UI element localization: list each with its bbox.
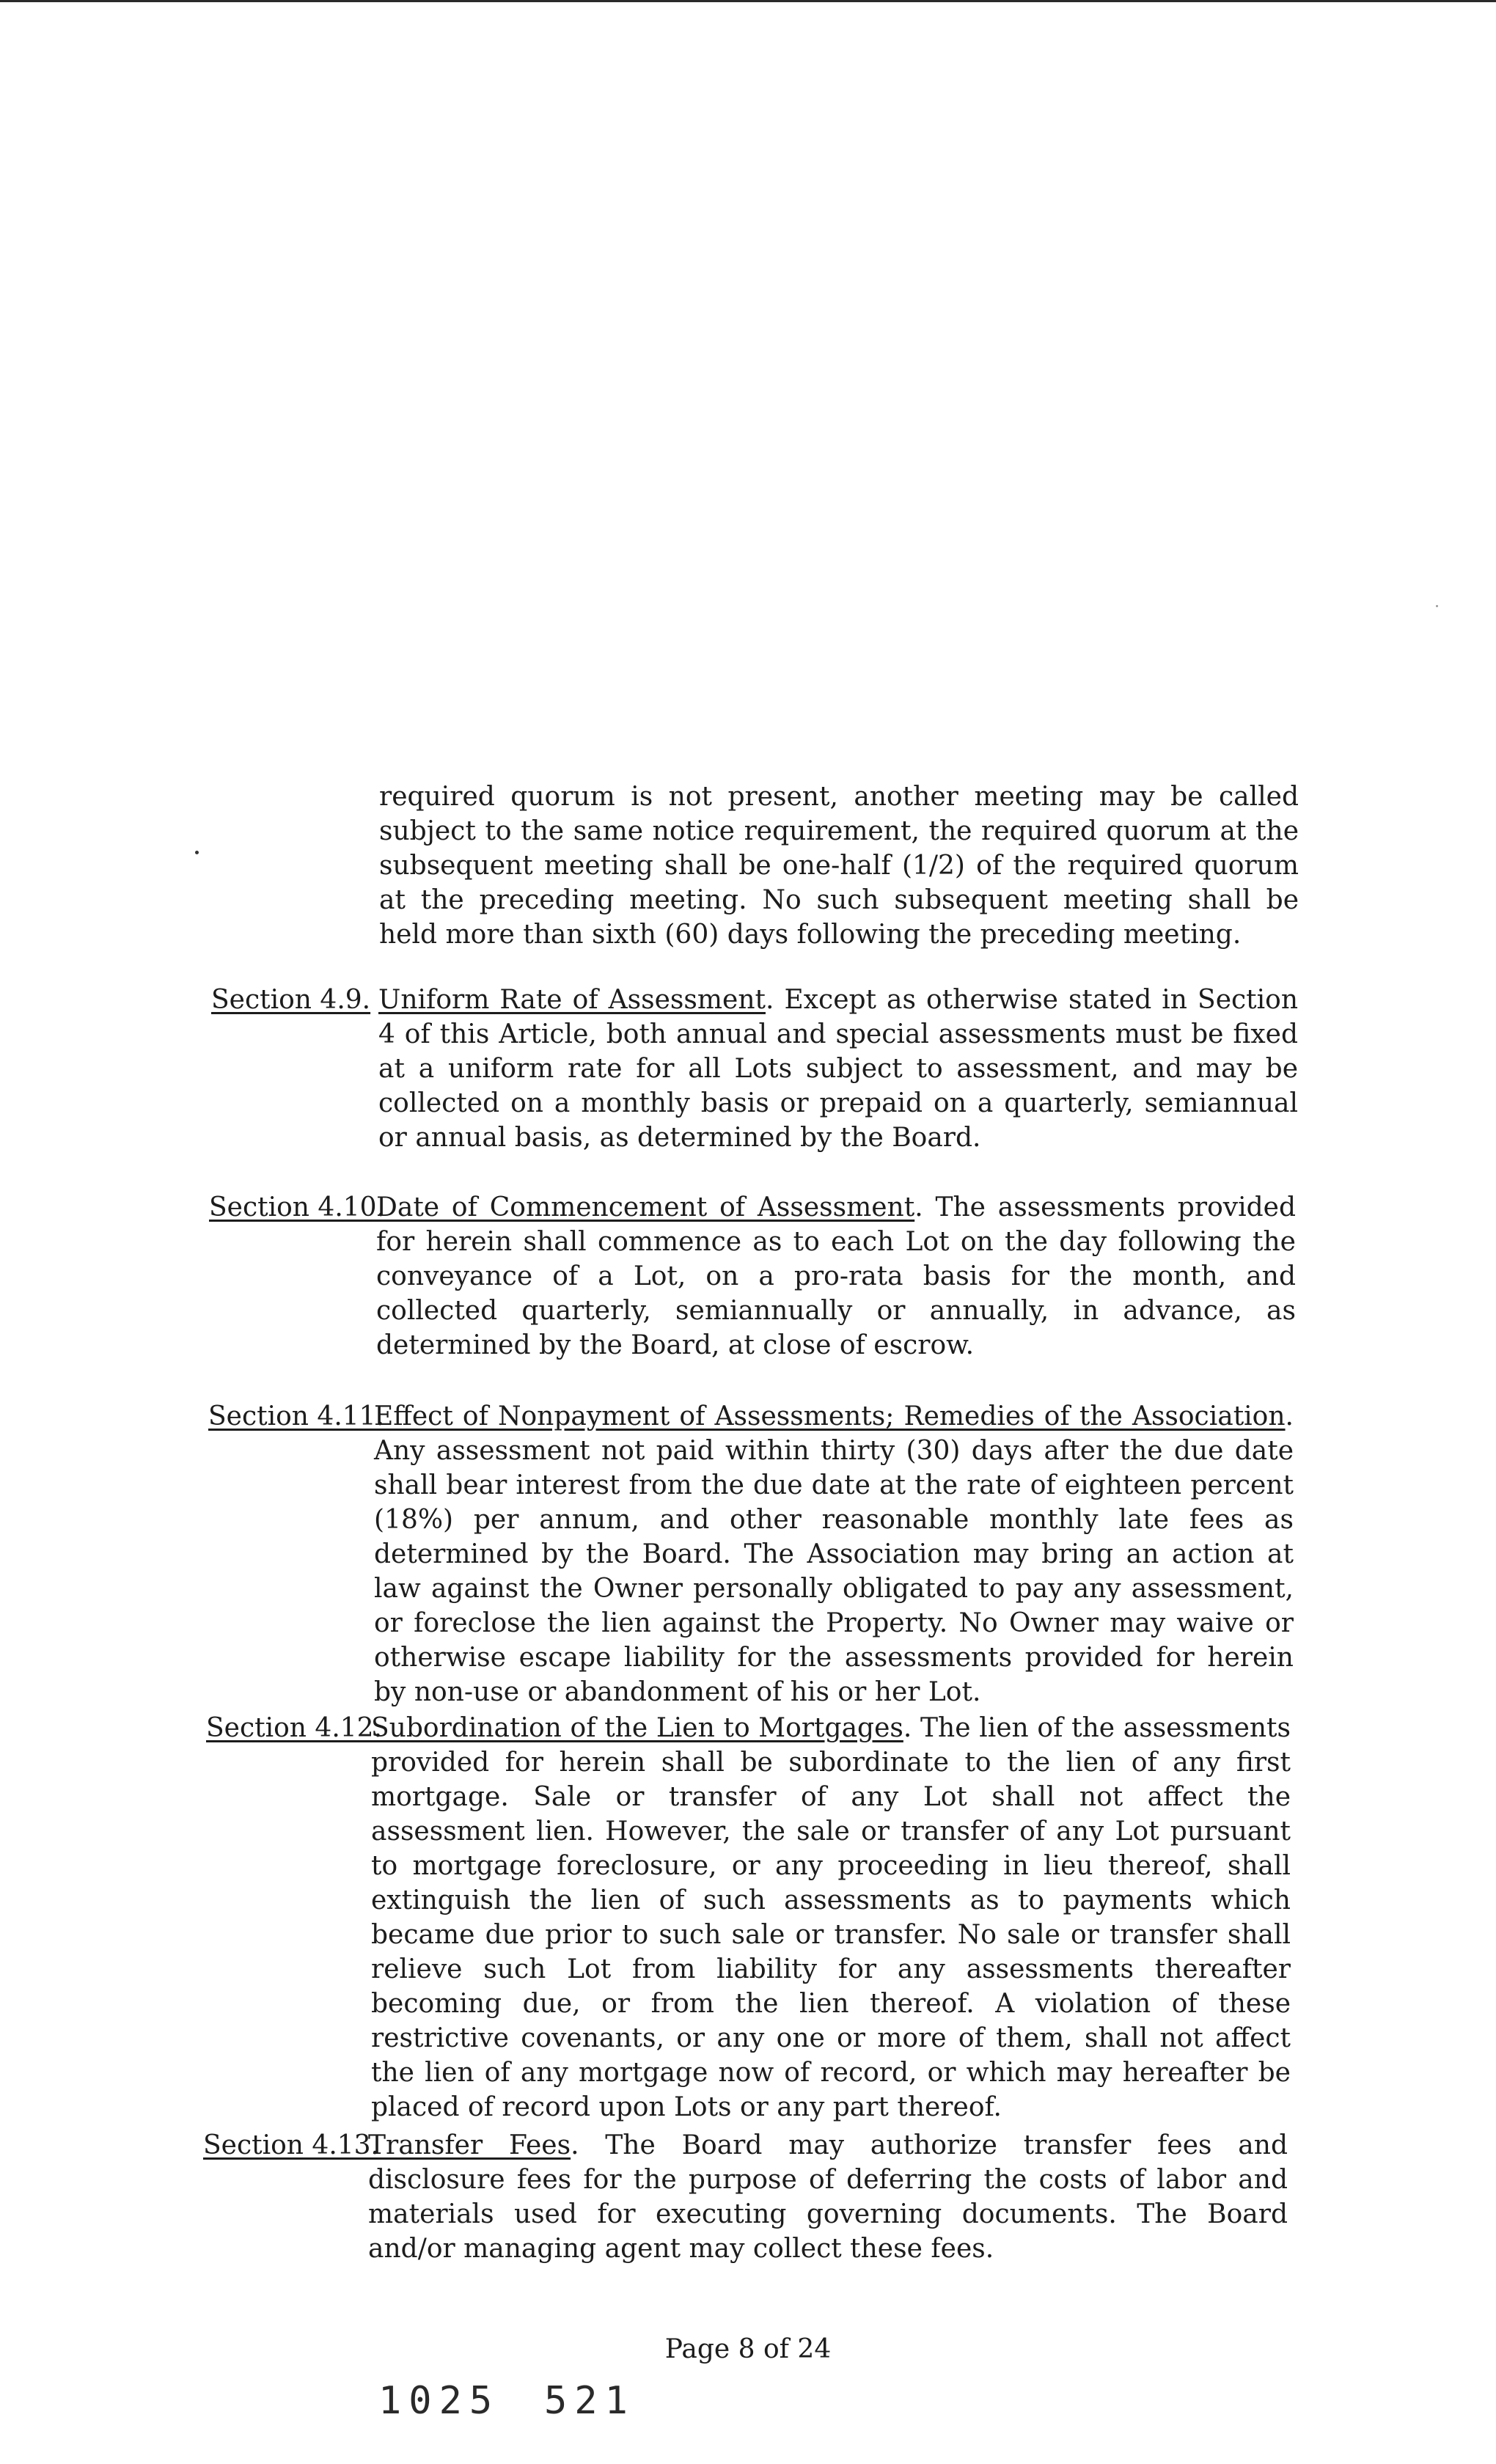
section-body-4-12: . The lien of the assessments provided for herein shall be subordinate to the lien of any first mortgage. Sale or transfer of any Lot shall not affect the assessment lien. However, the sale or transfer of any Lot pursuant to mortgage foreclosure, or any proceeding in lieu thereof, shall extinguish the lien of such assessments as to payments which became due prior to such sale or transfer. No sale or transfer shall relieve such Lot from liability for any assessments thereafter becoming due, or from the lien thereof. A violation of these restrictive covenants, or any one or more of them, shall not affect the lien of any mortgage now of record, or which may hereafter be placed of record upon Lots or any part thereof. bbox=[371, 1713, 1291, 2122]
section-body-4-13: . The Board may authorize transfer fees and disclosure fees for the purpose of deferring the costs of labor and materials used for executing governing documents. The Board and/or managing agent may collect these fees. bbox=[368, 2130, 1288, 2264]
intro-paragraph-text: required quorum is not present, another meeting may be called subject to the same notice requirement, the required quorum at the subsequent meeting shall be one-half (1/2) of the required quorum at the preceding meeting. No such subsequent meeting shall be held more than sixth (60) days following the preceding meeting. bbox=[379, 782, 1299, 950]
scan-speck bbox=[1436, 605, 1438, 607]
section-heading-4-9: Uniform Rate of Assessment bbox=[378, 985, 766, 1015]
section-label-4-11: Section 4.11. bbox=[208, 1401, 385, 1431]
section-body-4-9: . Except as otherwise stated in Section 4 of this Article, both annual and special assessments must be fixed at a uniform rate for all Lots subject to assessment, and may be collected on a monthly basis or prepaid on a quarterly, semiannual or annual basis, as determined by the Board. bbox=[378, 985, 1298, 1153]
section-body-4-10: . The assessments provided for herein shall commence as to each Lot on the day following the conveyance of a Lot, on a pro-rata basis for the month, and collected quarterly, semiannually or annually, in advance, as determined by the Board, at close of escrow. bbox=[376, 1192, 1296, 1360]
section-label-4-9: Section 4.9. bbox=[211, 985, 371, 1015]
page-number-text: Page 8 of 24 bbox=[664, 2334, 832, 2364]
section-heading-4-11: Effect of Nonpayment of Assessments; Remedies of the Association bbox=[374, 1401, 1286, 1431]
recording-page-number: 521 bbox=[544, 2379, 635, 2423]
section-label-4-10: Section 4.10. bbox=[209, 1192, 386, 1222]
section-heading-4-12: Subordination of the Lien to Mortgages bbox=[371, 1713, 903, 1743]
section-4-9-paragraph bbox=[378, 983, 1298, 1155]
section-4-10-paragraph bbox=[376, 1190, 1296, 1363]
section-4-13-paragraph bbox=[368, 2128, 1288, 2266]
page-number bbox=[0, 2332, 1496, 2366]
section-4-11-paragraph bbox=[374, 1399, 1294, 1709]
section-heading-4-13: Transfer Fees bbox=[368, 2130, 571, 2160]
scan-speck bbox=[195, 851, 199, 854]
section-heading-4-10: Date of Commencement of Assessment bbox=[376, 1192, 915, 1222]
section-body-4-11: . Any assessment not paid within thirty (30) days after the due date shall bear interest from the due date at the rate of eighteen percent (18%) per annum, and other reasonable monthly late fees as determined by the Board. The Association may bring an action at law against the Owner personally obligated to pay any assessment, or foreclose the lien against the Property. No Owner may waive or otherwise escape liability for the assessments provided for herein by non-use or abandonment of his or her Lot. bbox=[374, 1401, 1294, 1707]
section-label-4-13: Section 4.13. bbox=[203, 2130, 380, 2160]
intro-paragraph bbox=[379, 780, 1299, 952]
recording-book-number: 1025 bbox=[378, 2379, 500, 2423]
section-4-12-paragraph bbox=[371, 1711, 1291, 2124]
section-label-4-12: Section 4.12. bbox=[206, 1713, 383, 1743]
scan-top-edge bbox=[0, 0, 1496, 2]
